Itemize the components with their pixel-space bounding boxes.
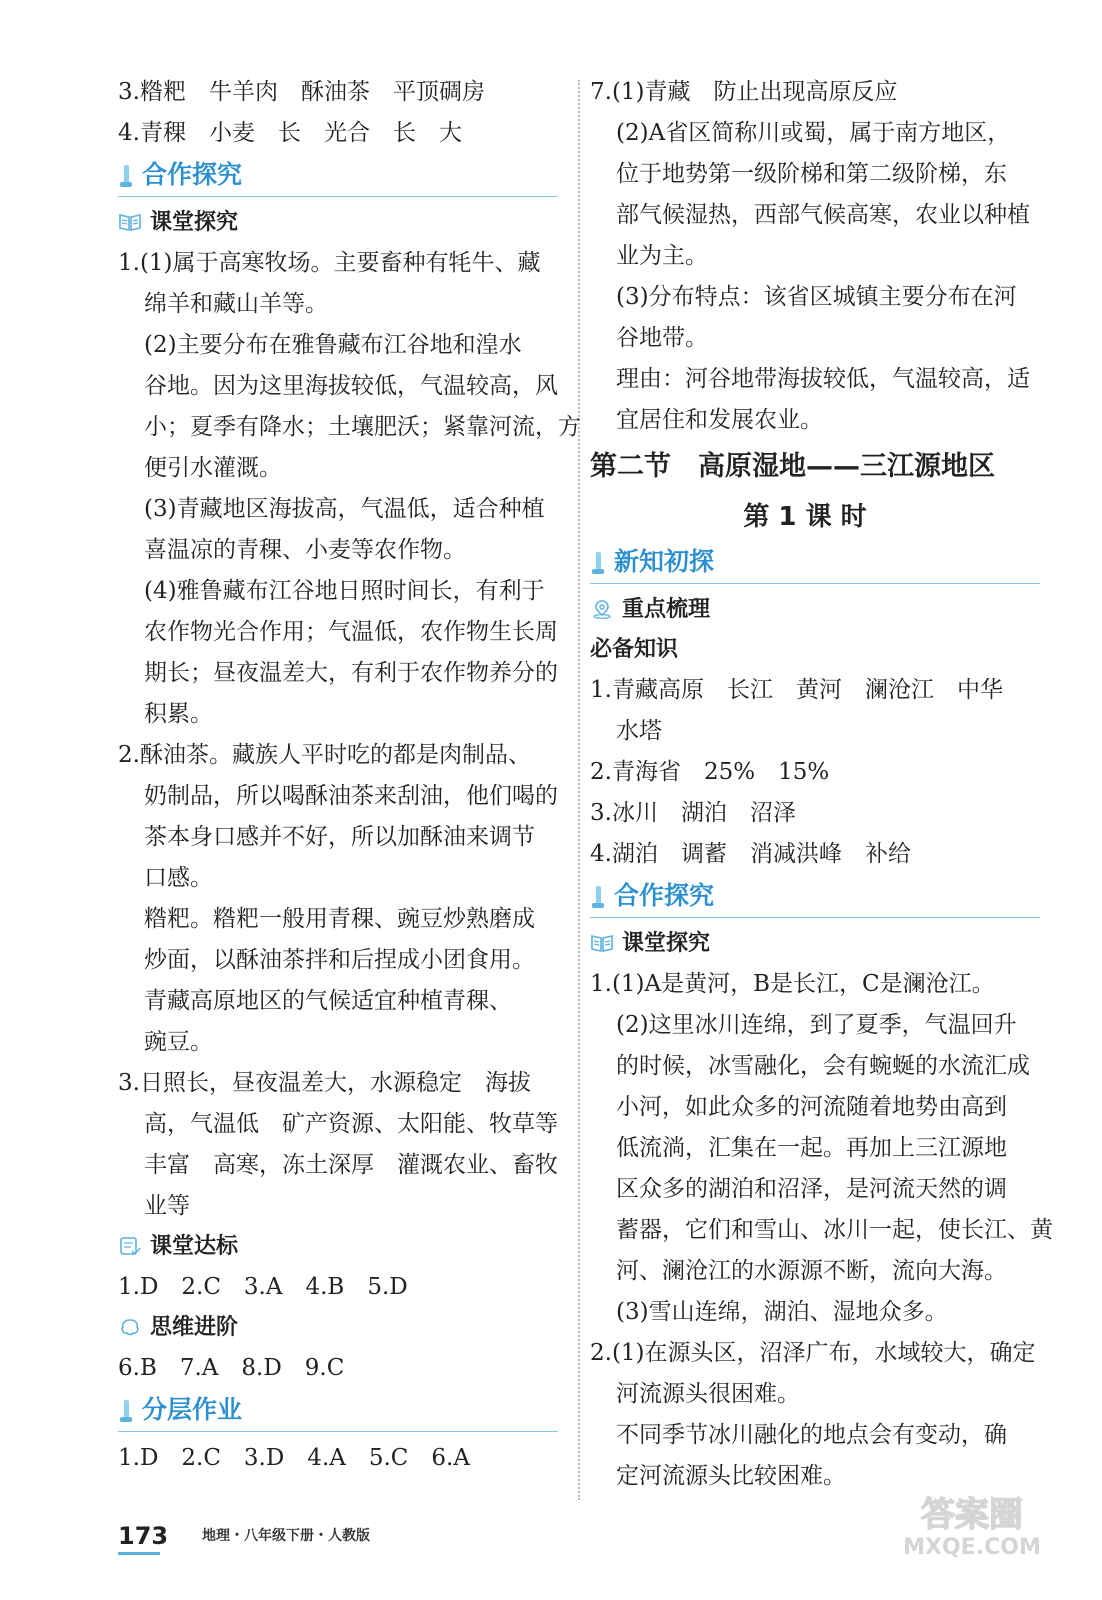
section-marker-icon bbox=[124, 165, 129, 183]
answer-line: 高，气温低 矿产资源、太阳能、牧草等 bbox=[144, 1111, 558, 1137]
answer-line: 1.青藏高原 长江 黄河 澜沧江 中华 bbox=[590, 677, 1003, 703]
subheading-siwei-jinjie bbox=[118, 1308, 558, 1348]
subheading-text: 思维进阶 bbox=[150, 1315, 239, 1340]
section-heading-hezuo-right bbox=[590, 879, 1040, 918]
answer-line: 期长；昼夜温差大，有利于农作物养分的 bbox=[144, 660, 558, 686]
right-column bbox=[590, 72, 1053, 1497]
knowledge-heading: 必备知识 bbox=[590, 637, 679, 662]
location-pin-icon bbox=[590, 599, 614, 619]
answer-line: 1.D 2.C 3.D 4.A 5.C 6.A bbox=[118, 1445, 470, 1471]
answer-line: 7.(1)青藏 防止出现高原反应 bbox=[590, 79, 898, 105]
column-divider bbox=[578, 80, 580, 1500]
answer-line: 口感。 bbox=[144, 865, 213, 891]
answer-line: 宜居住和发展农业。 bbox=[616, 407, 823, 433]
answer-line: 3.糌粑 牛羊肉 酥油茶 平顶碉房 bbox=[118, 79, 485, 105]
answer-line: 业等 bbox=[144, 1193, 190, 1219]
answer-line: 1.D 2.C 3.A 4.B 5.D bbox=[118, 1274, 408, 1300]
section-heading-fenceng bbox=[118, 1393, 558, 1432]
section-marker-icon bbox=[120, 1417, 132, 1422]
lesson-title: 第 1 课 时 bbox=[743, 502, 867, 532]
subheading-text: 课堂探究 bbox=[622, 931, 711, 956]
answer-line: 业为主。 bbox=[616, 243, 708, 269]
section-marker-icon bbox=[592, 903, 604, 908]
section-marker-icon bbox=[596, 886, 601, 904]
answer-line: 3.日照长，昼夜温差大，水源稳定 海拔 bbox=[118, 1070, 531, 1096]
answer-line: 茶本身口感并不好，所以加酥油来调节 bbox=[144, 824, 535, 850]
section-marker-icon bbox=[592, 569, 604, 574]
answer-line: (4)雅鲁藏布江谷地日照时间长，有利于 bbox=[144, 578, 545, 604]
answer-line: 豌豆。 bbox=[144, 1029, 213, 1055]
subheading-ketang-dabiao bbox=[118, 1227, 558, 1267]
subheading-text: 课堂探究 bbox=[150, 210, 239, 235]
section-title: 分层作业 bbox=[142, 1395, 243, 1424]
answer-line: 河、澜沧江的水源源不断，流向大海。 bbox=[616, 1258, 1007, 1284]
page-number: 173 bbox=[118, 1522, 169, 1550]
answer-line: 农作物光合作用；气温低，农作物生长周 bbox=[144, 619, 558, 645]
answer-line: 3.冰川 湖泊 沼泽 bbox=[590, 800, 796, 826]
section-heading-hezuo bbox=[118, 158, 558, 197]
page-footer bbox=[118, 1516, 418, 1556]
book-icon bbox=[118, 212, 142, 232]
answer-line: 蓄器，它们和雪山、冰川一起，使长江、黄 bbox=[616, 1217, 1053, 1243]
answer-line: 积累。 bbox=[144, 701, 213, 727]
answer-line: 便引水灌溉。 bbox=[144, 455, 282, 481]
answer-line: 河流源头很困难。 bbox=[616, 1381, 800, 1407]
left-column bbox=[118, 72, 581, 1479]
brain-icon bbox=[118, 1317, 142, 1337]
answer-line: 定河流源头比较困难。 bbox=[616, 1463, 846, 1489]
answer-line: (2)主要分布在雅鲁藏布江谷地和湟水 bbox=[144, 332, 522, 358]
answer-line: (2)A省区简称川或蜀，属于南方地区， bbox=[616, 120, 1011, 146]
watermark-url: MXQE.COM bbox=[903, 1535, 1041, 1560]
subheading-ketang-tanjiu-right bbox=[590, 924, 1040, 964]
section-marker-icon bbox=[596, 552, 601, 570]
answer-line: 喜温凉的青稞、小麦等农作物。 bbox=[144, 537, 466, 563]
answer-line: 炒面，以酥油茶拌和后捏成小团食用。 bbox=[144, 947, 535, 973]
answer-line: 1.(1)A是黄河，B是长江，C是澜沧江。 bbox=[590, 971, 995, 997]
answer-line: 1.(1)属于高寒牧场。主要畜种有牦牛、藏 bbox=[118, 250, 541, 276]
book-info: 地理・八年级下册・人教版 bbox=[202, 1528, 370, 1544]
answer-line: (3)青藏地区海拔高，气温低，适合种植 bbox=[144, 496, 545, 522]
answer-line: 区众多的湖泊和沼泽，是河流天然的调 bbox=[616, 1176, 1007, 1202]
answer-line: 4.湖泊 调蓄 消减洪峰 补给 bbox=[590, 841, 911, 867]
subheading-ketang-tanjiu bbox=[118, 203, 558, 243]
answer-line: 的时候，冰雪融化，会有蜿蜒的水流汇成 bbox=[616, 1053, 1030, 1079]
chapter-title: 第二节 高原湿地——三江源地区 bbox=[590, 451, 995, 482]
answer-line: 绵羊和藏山羊等。 bbox=[144, 291, 328, 317]
answer-line: 部气候湿热，西部气候高寒，农业以种植 bbox=[616, 202, 1030, 228]
watermark-text: 答案圈 bbox=[921, 1495, 1023, 1535]
answer-line: 理由：河谷地带海拔较低，气温较高，适 bbox=[616, 366, 1030, 392]
section-title: 合作探究 bbox=[142, 160, 243, 189]
answer-line: 6.B 7.A 8.D 9.C bbox=[118, 1355, 345, 1381]
answer-line: 糌粑。糌粑一般用青稞、豌豆炒熟磨成 bbox=[144, 906, 535, 932]
answer-line: 位于地势第一级阶梯和第二级阶梯，东 bbox=[616, 161, 1007, 187]
section-title: 新知初探 bbox=[614, 547, 715, 576]
watermark-logo bbox=[872, 1490, 1072, 1560]
answer-line: (2)这里冰川连绵，到了夏季，气温回升 bbox=[616, 1012, 1017, 1038]
answer-line: 2.(1)在源头区，沼泽广布，水域较大，确定 bbox=[590, 1340, 1036, 1366]
answer-line: 低流淌，汇集在一起。再加上三江源地 bbox=[616, 1135, 1007, 1161]
answer-line: 2.酥油茶。藏族人平时吃的都是肉制品、 bbox=[118, 742, 531, 768]
answer-line: 小；夏季有降水；土壤肥沃；紧靠河流，方 bbox=[144, 414, 581, 440]
checklist-icon bbox=[118, 1236, 142, 1256]
answer-line: 2.青海省 25% 15% bbox=[590, 759, 830, 785]
answer-line: 4.青稞 小麦 长 光合 长 大 bbox=[118, 120, 462, 146]
answer-line: 奶制品，所以喝酥油茶来刮油，他们喝的 bbox=[144, 783, 558, 809]
page-number-underline bbox=[118, 1552, 160, 1555]
answer-line: 不同季节冰川融化的地点会有变动，确 bbox=[616, 1422, 1007, 1448]
section-marker-icon bbox=[124, 1400, 129, 1418]
answer-line: 丰富 高寒，冻土深厚 灌溉农业、畜牧 bbox=[144, 1152, 558, 1178]
answer-line: 谷地。因为这里海拔较低，气温较高，风 bbox=[144, 373, 558, 399]
answer-line: (3)雪山连绵，湖泊、湿地众多。 bbox=[616, 1299, 948, 1325]
answer-line: 谷地带。 bbox=[616, 325, 708, 351]
section-heading-xinzhi bbox=[590, 545, 1040, 584]
subheading-text: 课堂达标 bbox=[150, 1234, 239, 1259]
answer-line: 水塔 bbox=[616, 718, 662, 744]
section-marker-icon bbox=[120, 182, 132, 187]
section-title: 合作探究 bbox=[614, 881, 715, 910]
book-icon bbox=[590, 933, 614, 953]
answer-line: 小河，如此众多的河流随着地势由高到 bbox=[616, 1094, 1007, 1120]
subheading-text: 重点梳理 bbox=[622, 597, 711, 622]
answer-line: (3)分布特点：该省区城镇主要分布在河 bbox=[616, 284, 1017, 310]
answer-line: 青藏高原地区的气候适宜种植青稞、 bbox=[144, 988, 512, 1014]
subheading-zhongdian bbox=[590, 590, 1040, 630]
